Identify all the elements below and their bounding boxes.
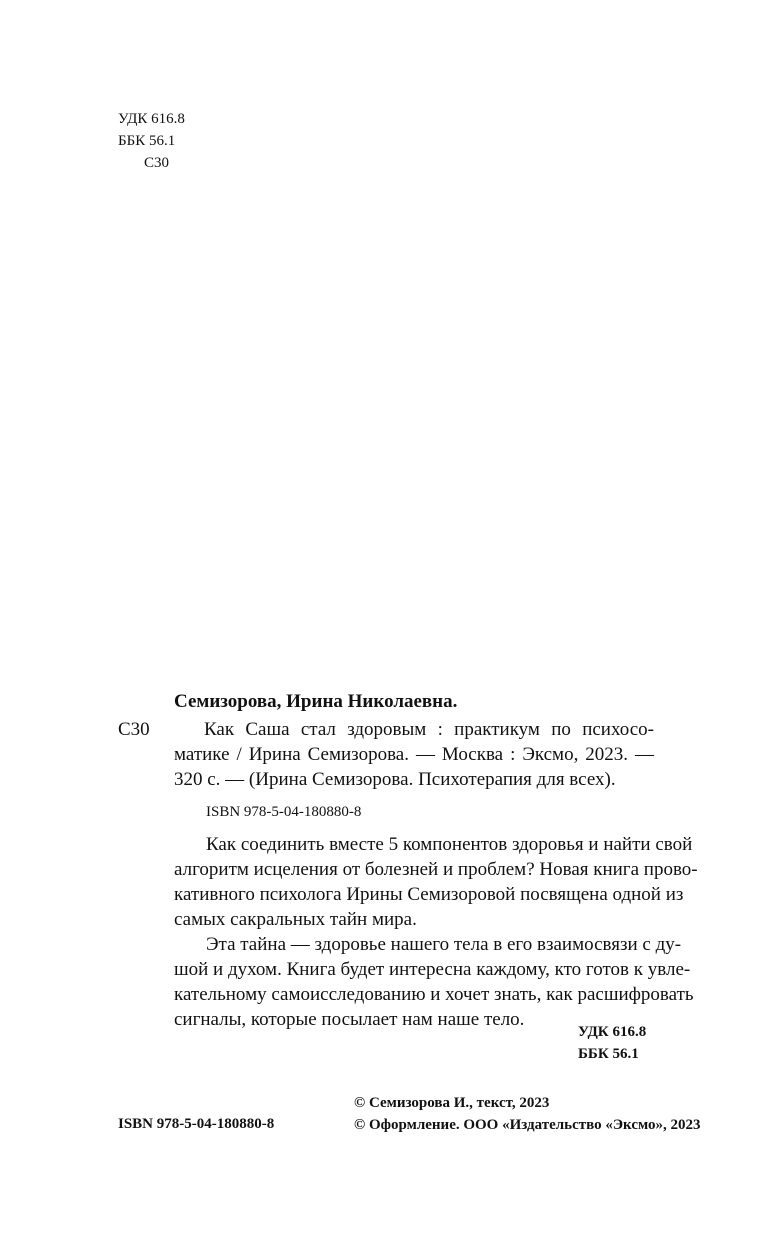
copyright-text: © Семизорова И., текст, 2023 [354, 1095, 550, 1111]
catalog-description [174, 717, 654, 792]
copyright-design: © Оформление. ООО «Издательство «Эксмо», 2023 [354, 1117, 701, 1133]
bottom-udk-code: УДК 616.8 [578, 1024, 647, 1040]
author-heading: Семизорова, Ирина Николаевна. [174, 691, 458, 712]
description-line: Как Саша стал здоровым : практикум по психосо- [204, 719, 654, 740]
top-classification-codes [118, 108, 185, 174]
annotation-line: Эта тайна — здоровье нашего тела в его взаимосвязи с ду- [206, 934, 682, 955]
annotation-line: кательному самоисследованию и хочет знать, как расшифровать [174, 984, 694, 1005]
annotation-line: кативного психолога Ирины Семизоровой посвящена одной из [174, 884, 684, 905]
annotation-line: Как соединить вместе 5 компонентов здоровья и найти свой [206, 834, 693, 855]
copyright-block [354, 1092, 701, 1136]
top-author-mark: С30 [144, 155, 170, 171]
annotation-line: шой и духом. Книга будет интересна каждому, кто готов к увле- [174, 959, 691, 980]
top-bbk-code: ББК 56.1 [118, 133, 176, 149]
catalog-isbn: ISBN 978-5-04-180880-8 [206, 804, 362, 820]
bottom-classification-codes [578, 1021, 646, 1065]
description-line: матике / Ирина Семизорова. — Москва : Эксмо, 2023. — [174, 744, 654, 765]
annotation-paragraph-1 [174, 832, 698, 932]
annotation-paragraph-2 [174, 932, 694, 1032]
footer-isbn: ISBN 978-5-04-180880-8 [118, 1116, 275, 1132]
annotation-line: сигналы, которые посылает нам наше тело. [174, 1009, 525, 1030]
bottom-bbk-code: ББК 56.1 [578, 1046, 639, 1062]
annotation-line: алгоритм исцеления от болезней и проблем? Новая книга прово- [174, 859, 698, 880]
catalog-author-mark: С30 [118, 719, 150, 740]
annotation-line: самых сакральных тайн мира. [174, 909, 417, 930]
description-line: 320 с. — (Ирина Семизорова. Психотерапия для всех). [174, 769, 616, 790]
top-udk-code: УДК 616.8 [118, 111, 185, 127]
